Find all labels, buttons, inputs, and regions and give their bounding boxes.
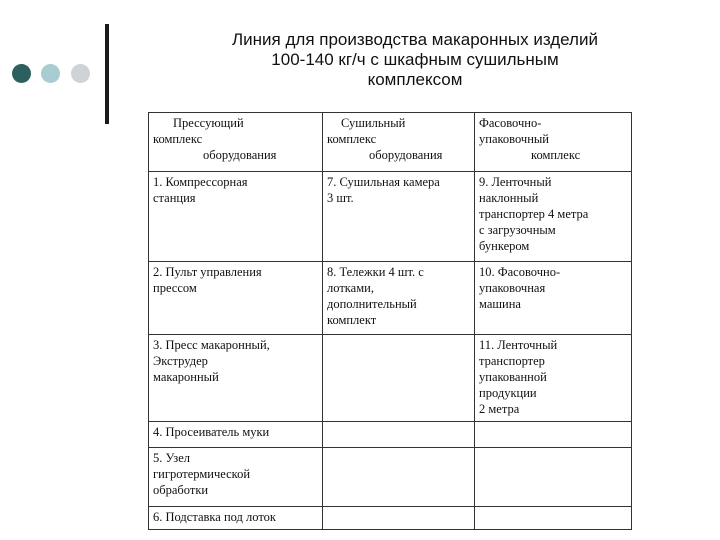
light-gray-dot — [71, 64, 90, 83]
table-row — [149, 448, 632, 507]
table-cell — [475, 172, 632, 262]
dark-teal-dot — [12, 64, 31, 83]
cell-text-line: 7. Сушильная камера — [327, 175, 440, 189]
title-line-3: комплексом — [367, 70, 463, 89]
equipment-table — [148, 112, 632, 530]
table-row — [149, 335, 632, 422]
cell-text-line: наклонный — [479, 191, 539, 205]
cell-text-line: 10. Фасовочно- — [479, 265, 561, 279]
table-cell — [149, 335, 323, 422]
cell-text-line: Экструдер — [153, 354, 208, 368]
light-blue-dot — [41, 64, 60, 83]
table-cell — [475, 507, 632, 530]
table-row — [149, 507, 632, 530]
vertical-divider — [105, 24, 109, 124]
header-cell-pressing: Прессующий комплекс оборудования — [149, 113, 323, 172]
cell-text-line: 6. Подставка под лоток — [153, 510, 276, 524]
slide-title — [170, 30, 660, 90]
cell-text-line: станция — [153, 191, 196, 205]
cell-text-line: 2 метра — [479, 402, 520, 416]
table-cell — [149, 422, 323, 448]
cell-text-line: лотками, — [327, 281, 374, 295]
cell-text-line: упаковочная — [479, 281, 546, 295]
table-header-row — [149, 113, 632, 172]
table-row — [149, 262, 632, 335]
cell-text-line: машина — [479, 297, 521, 311]
cell-text-line: дополнительный — [327, 297, 417, 311]
table-cell — [475, 262, 632, 335]
cell-text-line: 3 шт. — [327, 191, 354, 205]
cell-text-line: бункером — [479, 239, 530, 253]
cell-text-line: 3. Пресс макаронный, — [153, 338, 270, 352]
cell-text-line: продукции — [479, 386, 537, 400]
table-cell — [323, 335, 475, 422]
table-cell — [475, 335, 632, 422]
cell-text-line: макаронный — [153, 370, 219, 384]
header-cell-packing: Фасовочно- упаковочный комплекс — [475, 113, 632, 172]
cell-text-line: транспортер — [479, 354, 545, 368]
cell-text-line: прессом — [153, 281, 197, 295]
cell-text-line: упакованной — [479, 370, 547, 384]
cell-text-line: 2. Пульт управления — [153, 265, 262, 279]
table-cell — [475, 422, 632, 448]
table-row — [149, 172, 632, 262]
table-cell — [323, 507, 475, 530]
title-line-2: 100-140 кг/ч с шкафным сушильным — [271, 50, 559, 69]
cell-text-line: 8. Тележки 4 шт. с — [327, 265, 424, 279]
table-cell — [149, 448, 323, 507]
cell-text-line: 5. Узел — [153, 451, 190, 465]
title-line-1: Линия для производства макаронных изделий — [232, 30, 598, 49]
table-cell — [475, 448, 632, 507]
cell-text-line: обработки — [153, 483, 209, 497]
cell-text-line: 1. Компрессорная — [153, 175, 248, 189]
cell-text-line: гигротермической — [153, 467, 251, 481]
cell-text-line: 4. Просеиватель муки — [153, 425, 270, 439]
table-row — [149, 422, 632, 448]
cell-text-line: 9. Ленточный — [479, 175, 552, 189]
cell-text-line: 11. Ленточный — [479, 338, 558, 352]
table-cell — [323, 262, 475, 335]
cell-text-line: транспортер 4 метра — [479, 207, 589, 221]
table-cell — [149, 262, 323, 335]
table-cell — [149, 172, 323, 262]
cell-text-line: с загрузочным — [479, 223, 556, 237]
cell-text-line: комплект — [327, 313, 377, 327]
table-cell — [323, 172, 475, 262]
table-cell — [149, 507, 323, 530]
table-cell — [323, 422, 475, 448]
header-cell-drying: Сушильный комплекс оборудования — [323, 113, 475, 172]
table-cell — [323, 448, 475, 507]
